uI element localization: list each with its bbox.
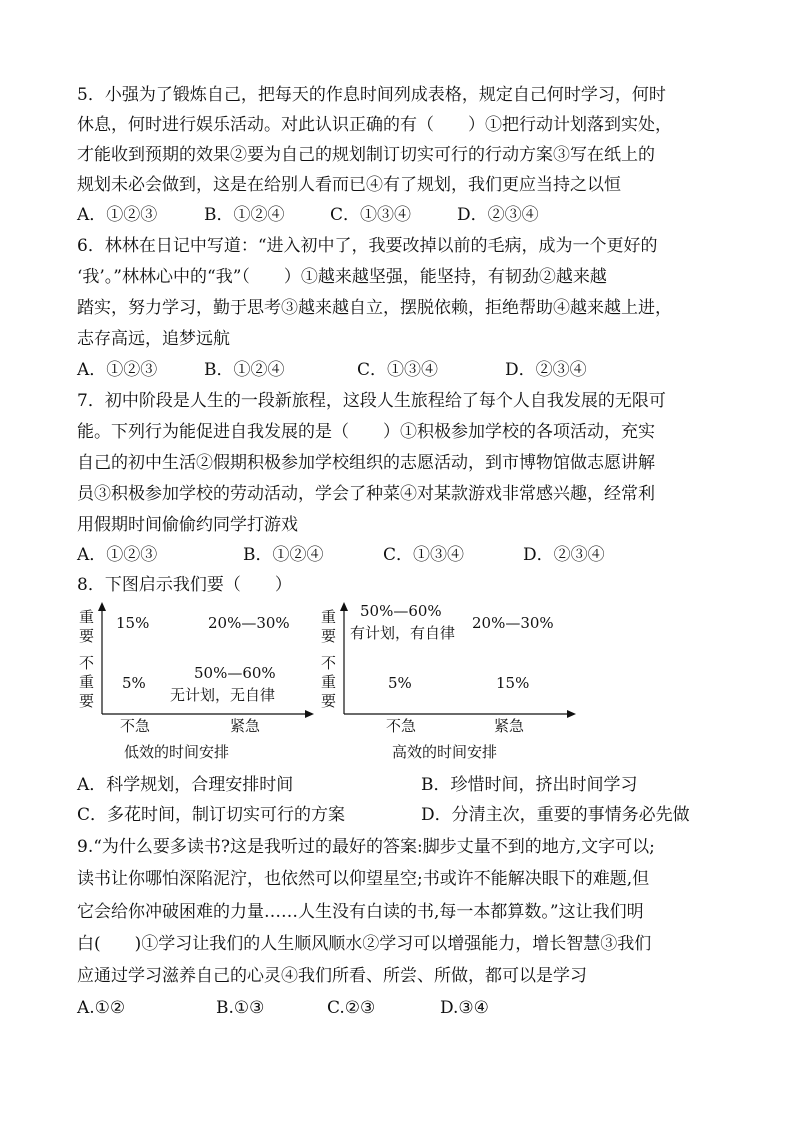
q7-option-b: B．①②④ — [243, 545, 324, 565]
right-chart-caption: 高效的时间安排 — [392, 743, 498, 761]
high-efficiency-time-chart — [316, 600, 578, 768]
left-x-label-not-urgent: 不急 — [120, 717, 151, 735]
q6-option-b: B．①②④ — [204, 360, 285, 380]
q9-option-d: D.③④ — [440, 998, 489, 1018]
right-cell-unimportant-urgent: 15% — [496, 674, 530, 692]
q7-line-1: 7．初中阶段是人生的一段新旅程，这段人生旅程给了每个人自我发展的无限可 — [77, 391, 666, 411]
q9-option-c: C.②③ — [327, 998, 376, 1018]
left-cell-important-urgent: 20%—30% — [208, 614, 290, 632]
q6-line-4: 志存高远，追梦远航 — [77, 329, 230, 349]
right-cell-important-urgent: 20%—30% — [472, 614, 554, 632]
q7-line-5: 用假期时间偷偷约同学打游戏 — [77, 515, 298, 535]
q9-line-5: 应通过学习滋养自己的心灵④我们所看、所尝、所做，都可以是学习 — [77, 966, 587, 986]
q6-option-d: D．②③④ — [505, 360, 587, 380]
q8-stem: 8．下图启示我们要（ ） — [77, 575, 292, 595]
q5-option-a: A．①②③ — [77, 205, 158, 225]
q8-option-a: A．科学规划，合理安排时间 — [77, 775, 294, 795]
q6-option-c: C．①③④ — [357, 360, 439, 380]
q5-option-b: B．①②④ — [204, 205, 285, 225]
q7-option-c: C．①③④ — [383, 545, 465, 565]
right-x-label-not-urgent: 不急 — [386, 717, 417, 735]
left-cell-important-not-urgent: 15% — [116, 614, 150, 632]
q5-option-d: D．②③④ — [457, 205, 539, 225]
q7-line-4: 员③积极参加学校的劳动活动，学会了种菜④对某款游戏非常感兴趣，经常利 — [77, 484, 655, 504]
q6-line-2: ‘我’。”林林心中的“我”（ ）①越来越坚强，能坚持，有韧劲②越来越 — [77, 267, 607, 287]
q8-option-b: B．珍惜时间，挤出时间学习 — [421, 775, 638, 795]
q9-line-3: 它会给你冲破困难的力量……人生没有白读的书,每一本都算数。”这让我们明 — [77, 902, 644, 922]
q9-line-4: 白( )①学习让我们的人生顺风顺水②学习可以增强能力，增长智慧③我们 — [77, 934, 652, 954]
q7-option-a: A．①②③ — [77, 545, 158, 565]
q6-line-1: 6．林林在日记中写道：“进入初中了，我要改掉以前的毛病，成为一个更好的 — [77, 236, 658, 256]
left-cell-unimportant-urgent: 50%—60% — [194, 664, 276, 682]
q5-line-1: 5．小强为了锻炼自己，把每天的作息时间列成表格，规定自己何时学习，何时 — [77, 85, 666, 105]
q8-option-c: C．多花时间，制订切实可行的方案 — [77, 805, 346, 825]
left-cell-unimportant-not-urgent: 5% — [122, 674, 146, 692]
left-y-label-important: 重要 — [79, 608, 95, 645]
left-x-label-urgent: 紧急 — [230, 717, 261, 735]
q5-line-3: 才能收到预期的效果②要为自己的规划制订切实可行的行动方案③写在纸上的 — [77, 145, 655, 165]
right-cell-important-not-urgent: 50%—60% — [360, 602, 442, 620]
q5-line-2: 休息，何时进行娱乐活动。对此认识正确的有（ ）①把行动计划落到实处， — [77, 115, 672, 135]
q5-line-4: 规划未必会做到，这是在给别人看而已④有了规划，我们更应当持之以恒 — [77, 175, 621, 195]
q7-option-d: D．②③④ — [523, 545, 605, 565]
q9-option-a: A.①② — [77, 998, 126, 1018]
left-chart-caption: 低效的时间安排 — [124, 743, 230, 761]
low-efficiency-time-chart — [74, 600, 316, 768]
right-y-label-important: 重要 — [321, 608, 337, 645]
left-cell-unimportant-urgent-note: 无计划，无自律 — [170, 686, 276, 704]
q8-option-d: D．分清主次，重要的事情务必先做 — [421, 805, 690, 825]
q6-line-3: 踏实，努力学习，勤于思考③越来越自立，摆脱依赖，拒绝帮助④越来越上进， — [77, 298, 672, 318]
right-y-label-unimportant: 不重要 — [321, 654, 337, 710]
q9-option-b: B.①③ — [216, 998, 265, 1018]
right-cell-unimportant-not-urgent: 5% — [388, 674, 412, 692]
q7-line-3: 自己的初中生活②假期积极参加学校组织的志愿活动，到市博物馆做志愿讲解 — [77, 453, 655, 473]
right-cell-important-not-urgent-note: 有计划，有自律 — [350, 624, 456, 642]
q5-option-c: C．①③④ — [330, 205, 412, 225]
q9-line-1: 9.“为什么要多读书?这是我听过的最好的答案:脚步丈量不到的地方,文字可以; — [77, 837, 655, 857]
q6-option-a: A．①②③ — [77, 360, 158, 380]
right-x-label-urgent: 紧急 — [494, 717, 525, 735]
q7-line-2: 能。下列行为能促进自我发展的是（ ）①积极参加学校的各项活动，充实 — [77, 422, 655, 442]
q9-line-2: 读书让你哪怕深陷泥泞，也依然可以仰望星空;书或许不能解决眼下的难题,但 — [77, 869, 650, 889]
left-y-label-unimportant: 不重要 — [79, 654, 95, 710]
